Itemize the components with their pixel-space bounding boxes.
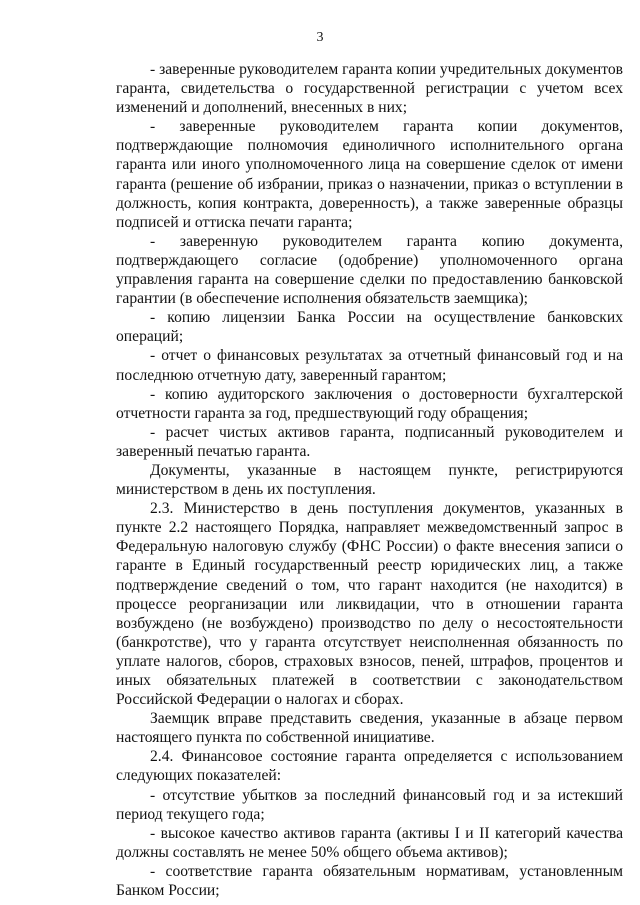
paragraph-financial-report: - отчет о финансовых результатах за отчетный финансовый год и на последнюю отчетную дату, заверенный гарантом; bbox=[116, 347, 623, 384]
page-number: 3 bbox=[316, 30, 324, 45]
paragraph-founding-documents: - заверенные руководителем гаранта копии учредительных документов гаранта, свидетельства о государственной регистрации с учетом всех изменений и дополнений, внесенных в них; bbox=[116, 61, 624, 117]
paragraph-authority-documents: - заверенные руководителем гаранта копии документов, подтверждающие полномочия единоличного исполнительного органа гаранта или иного уполномоченного лица на совершение сделок от имени гаранта (решение об избрании, приказ о назначении, приказ о вступлении в должность, копия контракта, доверенность), а также заверенные образцы подписей и оттиска печати гаранта; bbox=[116, 118, 623, 231]
paragraph-section-2-4: 2.4. Финансовое состояние гаранта определяется с использованием следующих показателей: bbox=[116, 748, 623, 785]
paragraph-section-2-3: 2.3. Министерство в день поступления документов, указанных в пункте 2.2 настоящего Порядка, направляет межведомственный запрос в Федеральную налоговую службу (ФНС России) о факте внесения записи о гаранте в Единый государственный реестр юридических лиц, а также подтверждение сведений о том, что гарант находится (не находится) в процессе реорганизации или ликвидации, что в отношении гаранта возбуждено (не возбуждено) производство по делу о несостоятельности (банкротстве), что у гаранта отсутствует неисполненная обязанность по уплате налогов, сборов, страховых взносов, пеней, штрафов, процентов и иных обязательных платежей в соответствии с законодательством Российской Федерации о налогах и сборах. bbox=[116, 500, 623, 709]
paragraph-net-assets: - расчет чистых активов гаранта, подписанный руководителем и заверенный печатью гаранта. bbox=[116, 423, 623, 460]
paragraph-registration-note: Документы, указанные в настоящем пункте, регистрируются министерством в день их поступления. bbox=[116, 461, 623, 499]
paragraph-no-losses: - отсутствие убытков за последний финансовый год и за истекший период текущего года; bbox=[116, 786, 623, 823]
paragraph-asset-quality: - высокое качество активов гаранта (активы I и II категорий качества должны составлять не менее 50% общего объема активов); bbox=[116, 824, 623, 861]
paragraph-license-copy: - копию лицензии Банка России на осуществление банковских операций; bbox=[116, 309, 623, 346]
document-body bbox=[116, 60, 623, 900]
paragraph-compliance: - соответствие гаранта обязательным нормативам, установленным Банком России; bbox=[116, 862, 623, 900]
paragraph-approval-document: - заверенную руководителем гаранта копию документа, подтверждающего согласие (одобрение) уполномоченного органа управления гаранта на совершение сделки по предоставлению банковской гарантии (в обеспечение исполнения обязательств заемщика); bbox=[116, 232, 623, 308]
paragraph-audit-report: - копию аудиторского заключения о достоверности бухгалтерской отчетности гаранта за год, предшествующий году обращения; bbox=[116, 385, 623, 422]
paragraph-borrower-right: Заемщик вправе представить сведения, указанные в абзаце первом настоящего пункта по собственной инициативе. bbox=[116, 710, 623, 747]
